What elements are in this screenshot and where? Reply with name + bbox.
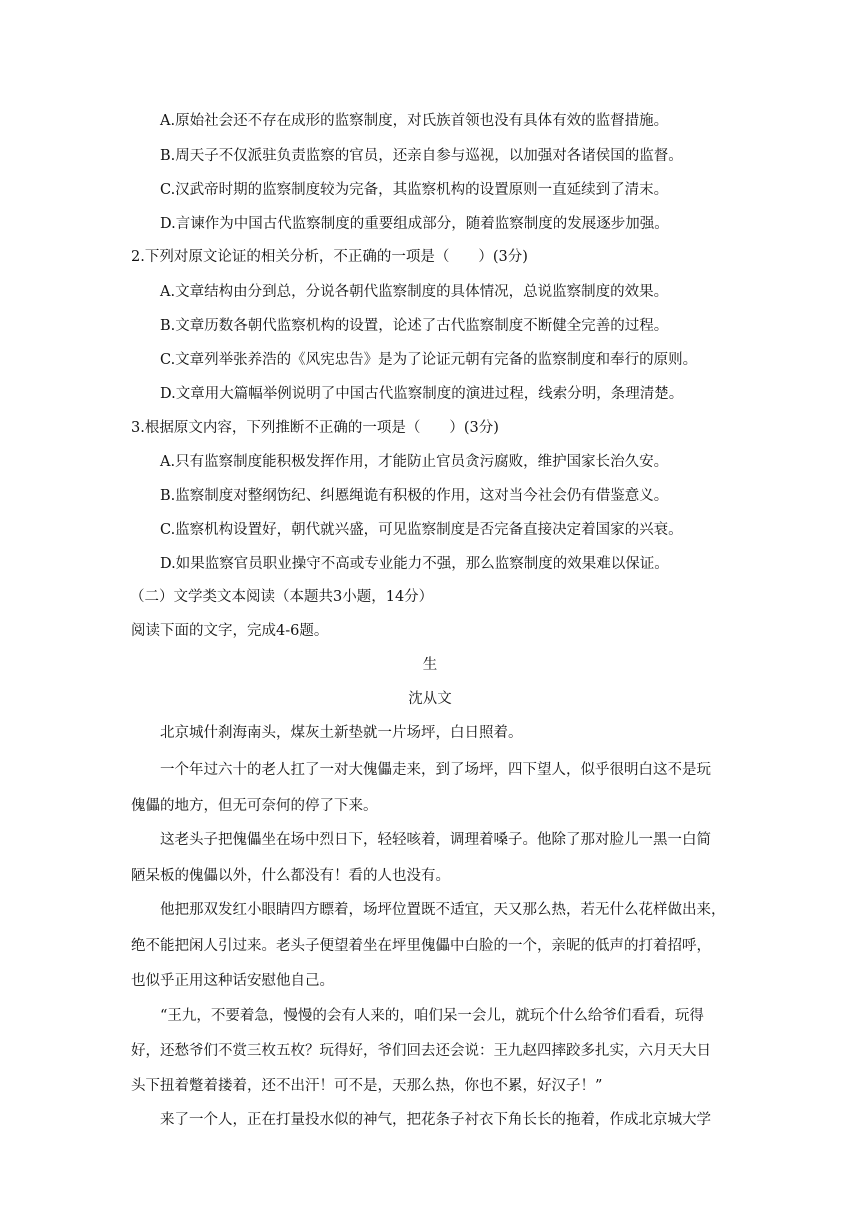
q2-option-d: D.文章用大篇幅举例说明了中国古代监察制度的演进过程，线索分明，条理清楚。	[160, 386, 684, 402]
story-line: 他把那双发红小眼睛四方瞟着，场坪位置既不适宜，天又那么热，若无什么花样做出来，	[160, 902, 726, 918]
section-instruction: 阅读下面的文字，完成4-6题。	[131, 623, 329, 639]
q3-option-c: C.监察机构设置好，朝代就兴盛，可见监察制度是否完备直接决定着国家的兴衰。	[160, 522, 683, 538]
story-line: 来了一个人，正在打量投水似的神气，把花条子衬衣下角长长的拖着，作成北京城大学	[160, 1112, 711, 1128]
section-heading: （二）文学类文本阅读（本题共3小题，14分）	[130, 589, 434, 605]
q3-option-d: D.如果监察官员职业操守不高或专业能力不强，那么监察制度的效果难以保证。	[160, 556, 669, 572]
story-line: 好，还愁爷们不赏三枚五枚？玩得好，爷们回去还会说：王九赵四摔跤多扎实，六月天大日	[131, 1043, 711, 1059]
story-line: “王九，不要着急，慢慢的会有人来的，咱们呆一会儿，就玩个什么给爷们看看，玩得	[160, 1008, 704, 1024]
q3-stem: 3.根据原文内容，下列推断不正确的一项是（ ）(3分)	[131, 420, 499, 436]
story-line: 北京城什刹海南头，煤灰土新垫就一片场坪，白日照着。	[160, 725, 523, 741]
story-line: 陋呆板的傀儡以外，什么都没有！看的人也没有。	[131, 868, 450, 884]
story-line: 绝不能把闲人引过来。老头子便望着坐在坪里傀儡中白脸的一个，亲昵的低声的打着招呼，	[131, 938, 711, 954]
q1-option-c: C.汉武帝时期的监察制度较为完备，其监察机构的设置原则一直延续到了清末。	[160, 182, 669, 198]
story-line: 头下扭着蹩着搂着，还不出汗！可不是，天那么热，你也不累，好汉子！”	[131, 1078, 603, 1094]
q2-option-b: B.文章历数各朝代监察机构的设置，论述了古代监察制度不断健全完善的过程。	[160, 318, 669, 334]
q1-option-d: D.言谏作为中国古代监察制度的重要组成部分，随着监察制度的发展逐步加强。	[160, 216, 669, 232]
story-title: 生	[422, 657, 438, 673]
story-line: 傀儡的地方，但无可奈何的停了下来。	[131, 798, 378, 814]
story-line: 也似乎正用这种话安慰他自己。	[131, 973, 334, 989]
story-author: 沈从文	[408, 691, 452, 707]
story-line: 一个年过六十的老人扛了一对大傀儡走来，到了场坪，四下望人，似乎很明白这不是玩	[160, 762, 711, 778]
q2-option-a: A.文章结构由分到总，分说各朝代监察制度的具体情况，总说监察制度的效果。	[160, 284, 669, 300]
story-line: 这老头子把傀儡坐在场中烈日下，轻轻咳着，调理着嗓子。他除了那对脸儿一黑一白简	[160, 832, 711, 848]
q2-stem: 2.下列对原文论证的相关分析，不正确的一项是（ ）(3分)	[131, 249, 528, 265]
q3-option-b: B.监察制度对整纲饬纪、纠慝绳诡有积极的作用，这对当今社会仍有借鉴意义。	[160, 488, 669, 504]
q1-option-a: A.原始社会还不存在成形的监察制度，对氏族首领也没有具体有效的监督措施。	[160, 113, 669, 129]
q3-option-a: A.只有监察制度能积极发挥作用，才能防止官员贪污腐败，维护国家长治久安。	[160, 454, 669, 470]
q1-option-b: B.周天子不仅派驻负责监察的官员，还亲自参与巡视，以加强对各诸侯国的监督。	[160, 148, 683, 164]
q2-option-c: C.文章列举张养浩的《风宪忠告》是为了论证元朝有完备的监察制度和奉行的原则。	[160, 352, 698, 368]
